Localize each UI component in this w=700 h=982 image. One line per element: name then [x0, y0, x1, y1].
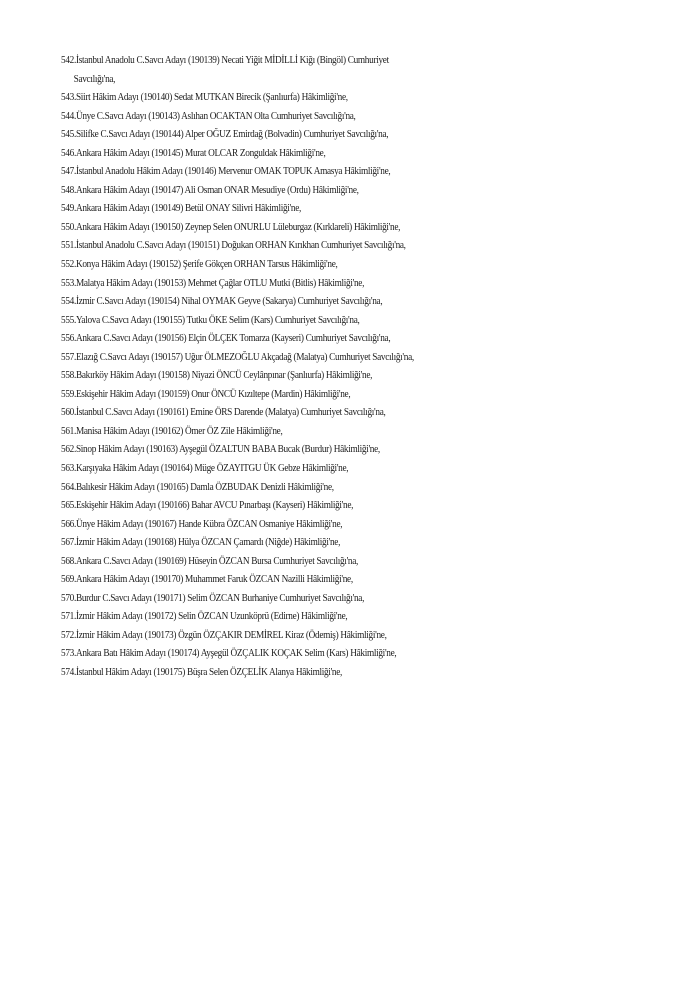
entry-text: Ünye Hâkim Adayı (190167) Hande Kübra ÖZCAN Osmaniye Hâkimliği'ne, — [75, 518, 343, 530]
entry-number: 561. — [61, 425, 76, 437]
entry-text: Manisa Hâkim Adayı (190162) Ömer ÖZ Zile Hâkimliği'ne, — [75, 425, 283, 437]
entry-number: 566. — [61, 518, 76, 530]
entry-text: Silifke C.Savcı Adayı (190144) Alper OĞUZ Emirdağ (Bolvadin) Cumhuriyet Savcılığı'na, — [75, 129, 389, 141]
list-item — [61, 148, 601, 160]
entry-text: Ankara Hâkim Adayı (190145) Murat OLCAR Zonguldak Hâkimliği'ne, — [75, 147, 326, 159]
entry-number: 550. — [61, 221, 76, 233]
entry-number: 563. — [61, 462, 76, 474]
list-item — [61, 55, 421, 86]
list-item — [61, 333, 601, 345]
entry-text: İstanbul C.Savcı Adayı (190161) Emine ÖRS Darende (Malatya) Cumhuriyet Savcılığı'na, — [75, 407, 386, 419]
list-item — [61, 444, 601, 456]
entry-number: 542. — [61, 55, 76, 66]
entry-text: Bakırköy Hâkim Adayı (190158) Niyazi ÖNCÜ Ceylânpınar (Şanlıurfa) Hâkimliği'ne, — [75, 370, 373, 382]
list-item — [61, 519, 601, 531]
entry-number: 565. — [61, 500, 76, 512]
entry-number: 569. — [61, 574, 76, 586]
entry-number: 558. — [61, 370, 76, 382]
entry-number: 543. — [61, 92, 76, 104]
list-item — [61, 129, 601, 141]
list-item — [61, 315, 601, 327]
entry-text: İstanbul Hâkim Adayı (190175) Büşra Selen ÖZÇELİK Alanya Hâkimliği'ne, — [75, 667, 343, 678]
list-item — [61, 185, 601, 197]
list-item — [61, 278, 601, 290]
entry-text: Ünye C.Savcı Adayı (190143) Aslıhan OCAKTAN Olta Cumhuriyet Savcılığı'na, — [75, 110, 356, 122]
list-item — [61, 593, 601, 605]
entry-number: 564. — [61, 481, 76, 493]
list-item — [61, 482, 601, 494]
entry-text: Siirt Hâkim Adayı (190140) Sedat MUTKAN Birecik (Şanlıurfa) Hâkimliği'ne, — [75, 92, 348, 104]
entry-text: Burdur C.Savcı Adayı (190171) Selim ÖZCAN Burhaniye Cumhuriyet Savcılığı'na, — [75, 592, 365, 604]
list-item — [61, 370, 601, 382]
entry-text: Ankara C.Savcı Adayı (190156) Elçin ÖLÇEK Tomarza (Kayseri) Cumhuriyet Savcılığı'na, — [75, 333, 391, 345]
list-item — [61, 574, 601, 586]
entry-continuation: Savcılığı'na, — [73, 73, 116, 85]
appointment-list — [61, 55, 661, 686]
list-item — [61, 203, 601, 215]
entry-text: Sinop Hâkim Adayı (190163) Ayşegül ÖZALTUN BABA Bucak (Burdur) Hâkimliği'ne, — [75, 444, 380, 456]
entry-number: 567. — [61, 537, 76, 549]
entry-number: 546. — [61, 147, 76, 159]
entry-number: 571. — [61, 611, 76, 623]
entry-number: 570. — [61, 592, 76, 604]
entry-text: İstanbul Anadolu C.Savcı Adayı (190139) Necati Yiğit MİDİLLİ Kiğı (Bingöl) Cumhuriyet — [75, 55, 389, 66]
list-item — [61, 240, 601, 252]
entry-number: 572. — [61, 629, 76, 641]
list-item — [61, 389, 601, 401]
entry-text: İzmir Hâkim Adayı (190172) Selin ÖZCAN Uzunköprü (Edirne) Hâkimliği'ne, — [75, 611, 348, 623]
entry-number: 573. — [61, 648, 76, 660]
entry-text: Malatya Hâkim Adayı (190153) Mehmet Çağlar OTLU Mutki (Bitlis) Hâkimliği'ne, — [75, 277, 365, 289]
entry-text: İzmir Hâkim Adayı (190168) Hülya ÖZCAN Çamardı (Niğde) Hâkimliği'ne, — [75, 537, 341, 549]
entry-number: 559. — [61, 388, 76, 400]
entry-text: Konya Hâkim Adayı (190152) Şerife Gökçen ORHAN Tarsus Hâkimliği'ne, — [75, 258, 338, 270]
entry-text: Elazığ C.Savcı Adayı (190157) Uğur ÖLMEZOĞLU Akçadağ (Malatya) Cumhuriyet Savcılığı'na, — [75, 351, 414, 363]
entry-text: Eskişehir Hâkim Adayı (190159) Onur ÖNCÜ Kızıltepe (Mardin) Hâkimliği'ne, — [75, 388, 351, 400]
list-item — [61, 556, 601, 568]
entry-number: 551. — [61, 240, 76, 252]
entry-number: 568. — [61, 555, 76, 567]
list-item — [61, 259, 601, 271]
entry-number: 545. — [61, 129, 76, 141]
entry-text: Ankara Hâkim Adayı (190170) Muhammet Faruk ÖZCAN Nazilli Hâkimliği'ne, — [75, 574, 353, 586]
entry-number: 554. — [61, 296, 76, 308]
entry-number: 557. — [61, 351, 76, 363]
list-item — [61, 630, 601, 642]
list-item — [61, 222, 601, 234]
entry-text: Eskişehir Hâkim Adayı (190166) Bahar AVCU Pınarbaşı (Kayseri) Hâkimliği'ne, — [75, 500, 354, 512]
entry-text: Ankara Hâkim Adayı (190149) Betül ONAY Silivri Hâkimliği'ne, — [75, 203, 302, 215]
entry-text: İstanbul Anadolu C.Savcı Adayı (190151) Doğukan ORHAN Kırıkhan Cumhuriyet Savcılığı'na, — [75, 240, 406, 252]
entry-text: Ankara Hâkim Adayı (190147) Ali Osman ONAR Mesudiye (Ordu) Hâkimliği'ne, — [75, 184, 359, 196]
list-item — [61, 407, 601, 419]
entry-text: İzmir Hâkim Adayı (190173) Özgün ÖZÇAKIR DEMİREL Kiraz (Ödemiş) Hâkimliği'ne, — [75, 629, 387, 641]
list-item — [61, 463, 601, 475]
entry-text: Ankara Hâkim Adayı (190150) Zeynep Selen ONURLU Lüleburgaz (Kırklareli) Hâkimliği'ne, — [75, 221, 401, 233]
list-item — [61, 426, 601, 438]
list-item — [61, 166, 601, 178]
list-item — [61, 296, 601, 308]
entry-number: 562. — [61, 444, 76, 456]
list-item — [61, 92, 601, 104]
entry-number: 556. — [61, 333, 76, 345]
entry-text: Yalova C.Savcı Adayı (190155) Tutku ÖKE Selim (Kars) Cumhuriyet Savcılığı'na, — [75, 314, 360, 326]
list-item — [61, 537, 601, 549]
entry-number: 547. — [61, 166, 76, 178]
entry-text: Balıkesir Hâkim Adayı (190165) Damla ÖZBUDAK Denizli Hâkimliği'ne, — [75, 481, 334, 493]
entry-number: 553. — [61, 277, 76, 289]
entry-text: İstanbul Anadolu Hâkim Adayı (190146) Mervenur OMAK TOPUK Amasya Hâkimliği'ne, — [75, 166, 391, 178]
list-item — [61, 648, 601, 660]
list-item — [61, 500, 601, 512]
entry-number: 544. — [61, 110, 76, 122]
entry-number: 549. — [61, 203, 76, 215]
entry-number: 574. — [61, 667, 76, 678]
entry-number: 560. — [61, 407, 76, 419]
entry-number: 555. — [61, 314, 76, 326]
entry-text: Ankara Batı Hâkim Adayı (190174) Ayşegül ÖZÇALIK KOÇAK Selim (Kars) Hâkimliği'ne, — [75, 648, 397, 660]
entry-text: Karşıyaka Hâkim Adayı (190164) Müge ÖZAYITGU ÜK Gebze Hâkimliği'ne, — [75, 462, 349, 474]
entry-text: Ankara C.Savcı Adayı (190169) Hüseyin ÖZCAN Bursa Cumhuriyet Savcılığı'na, — [75, 555, 359, 567]
entry-number: 552. — [61, 258, 76, 270]
entry-text: İzmir C.Savcı Adayı (190154) Nihal OYMAK Geyve (Sakarya) Cumhuriyet Savcılığı'na, — [75, 296, 383, 308]
list-item — [61, 111, 601, 123]
entry-number: 548. — [61, 184, 76, 196]
list-item — [61, 352, 601, 364]
list-item — [61, 667, 601, 679]
list-item — [61, 611, 601, 623]
